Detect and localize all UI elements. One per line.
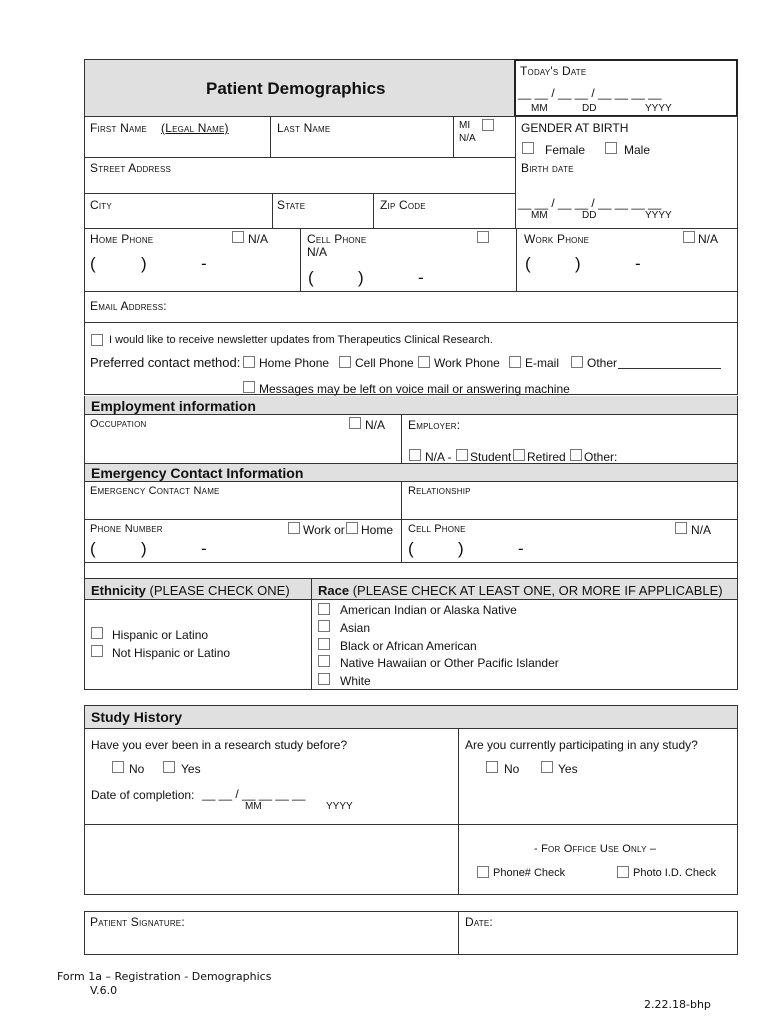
- q1-no-checkbox[interactable]: [112, 761, 124, 773]
- emergency-name-label: Emergency Contact Name: [90, 485, 220, 497]
- emergency-work-checkbox[interactable]: [288, 522, 300, 534]
- race-checkbox[interactable]: [318, 638, 330, 650]
- completion-mm: MM: [245, 801, 262, 812]
- q2-yes-label: Yes: [558, 762, 578, 776]
- emergency-cell-na-checkbox[interactable]: [675, 522, 687, 534]
- last-name-label: Last Name: [277, 121, 331, 135]
- work-phone-na-checkbox[interactable]: [683, 231, 695, 243]
- work-dash: -: [635, 254, 641, 273]
- todays-date-mm: MM: [531, 103, 548, 114]
- work-paren-left: (: [525, 254, 531, 273]
- employer-label: Employer:: [408, 418, 461, 432]
- state-label: State: [277, 198, 306, 212]
- emergency-home-label: Home: [361, 523, 394, 537]
- not-hispanic-checkbox[interactable]: [91, 645, 103, 657]
- home-phone-na-label: N/A: [248, 232, 269, 246]
- signature-date-field[interactable]: [460, 930, 736, 953]
- mi-na-checkbox[interactable]: [482, 119, 494, 131]
- contact-other-label: Other: [587, 356, 618, 370]
- contact-home-label: Home Phone: [259, 356, 330, 370]
- home-paren-right: ): [141, 254, 147, 273]
- ethnicity-header: [91, 583, 290, 598]
- signature-date-label: Date:: [465, 915, 493, 929]
- phone-check-label: Phone# Check: [493, 867, 566, 879]
- home-phone-na-checkbox[interactable]: [232, 231, 244, 243]
- completion-yyyy: YYYY: [326, 801, 353, 812]
- retired-label: Retired: [527, 450, 566, 464]
- contact-home-checkbox[interactable]: [243, 356, 255, 368]
- mi-label: MI: [459, 120, 471, 131]
- email-label: Email Address:: [90, 299, 167, 313]
- office-use-title: - For Office Use Only –: [534, 843, 657, 855]
- male-checkbox[interactable]: [605, 142, 617, 154]
- not-hispanic-label: Not Hispanic or Latino: [112, 646, 231, 660]
- race-header-rest: (PLEASE CHECK AT LEAST ONE, OR MORE IF APPLICABLE): [352, 583, 723, 598]
- page-title: Patient Demographics: [206, 79, 386, 98]
- todays-date-label: Today's Date: [520, 64, 587, 78]
- retired-checkbox[interactable]: [513, 449, 525, 461]
- employer-na-label: N/A -: [425, 450, 452, 464]
- race-checkbox[interactable]: [318, 603, 330, 615]
- legal-name-label: (Legal Name): [161, 121, 229, 135]
- occupation-label: Occupation: [90, 418, 147, 430]
- work-paren-right: ): [575, 254, 581, 273]
- occupation-na-label: N/A: [365, 418, 386, 432]
- emergency-header: Emergency Contact Information: [91, 465, 304, 481]
- occupation-na-checkbox[interactable]: [349, 417, 361, 429]
- female-checkbox[interactable]: [522, 142, 534, 154]
- gender-label: GENDER AT BIRTH: [521, 121, 629, 135]
- q2-no-label: No: [504, 762, 520, 776]
- zip-code-label: Zip Code: [380, 198, 426, 212]
- photo-check-label: Photo I.D. Check: [633, 867, 717, 879]
- emergency-cell-label: Cell Phone: [408, 523, 466, 535]
- race-option: Asian: [340, 621, 371, 635]
- contact-other-line[interactable]: [618, 368, 721, 369]
- employer-other-checkbox[interactable]: [570, 449, 582, 461]
- emergency-work-label: Work or: [303, 523, 345, 537]
- q1-no-label: No: [129, 762, 145, 776]
- home-dash: -: [201, 254, 207, 273]
- contact-work-checkbox[interactable]: [418, 356, 430, 368]
- emergency-phone-label: Phone Number: [90, 523, 163, 535]
- emergency-home-checkbox[interactable]: [346, 522, 358, 534]
- race-option: Black or African American: [340, 639, 477, 653]
- cell-paren-left: (: [308, 268, 314, 287]
- contact-cell-checkbox[interactable]: [339, 356, 351, 368]
- employer-other-label: Other:: [584, 450, 618, 464]
- cell-dash: -: [418, 268, 424, 287]
- employment-header: Employment information: [91, 398, 256, 414]
- contact-other-checkbox[interactable]: [571, 356, 583, 368]
- q2-yes-checkbox[interactable]: [541, 761, 553, 773]
- study-history-header: Study History: [91, 709, 183, 725]
- birth-dd: DD: [582, 210, 597, 221]
- photo-check-checkbox[interactable]: [617, 866, 629, 878]
- work-phone-label: Work Phone: [524, 232, 590, 246]
- student-label: Student: [470, 450, 512, 464]
- emergency-paren-left: (: [90, 539, 96, 558]
- contact-work-label: Work Phone: [434, 356, 500, 370]
- race-header: [318, 583, 723, 598]
- newsletter-checkbox[interactable]: [91, 334, 103, 346]
- home-phone-label: Home Phone: [90, 232, 154, 246]
- emergency-dash: -: [201, 539, 207, 558]
- birth-date-label: Birth date: [521, 161, 574, 175]
- contact-cell-label: Cell Phone: [355, 356, 414, 370]
- footer-code: 2.22.18-bhp: [644, 998, 711, 1011]
- phone-check-checkbox[interactable]: [477, 866, 489, 878]
- study-q2: Are you currently participating in any study?: [465, 738, 698, 752]
- emergency-paren-right: ): [141, 539, 147, 558]
- work-phone-na-label: N/A: [698, 232, 719, 246]
- contact-method-label: Preferred contact method:: [90, 355, 241, 370]
- cell-paren-right: ): [358, 268, 364, 287]
- completion-line[interactable]: __ __ / __ __ __ __: [202, 787, 306, 801]
- cell-phone-label: Cell Phone: [307, 232, 367, 246]
- race-header-bold: Race: [318, 583, 350, 598]
- footer-form: Form 1a – Registration - Demographics: [57, 970, 272, 983]
- ethnicity-header-rest: (PLEASE CHECK ONE): [149, 583, 290, 598]
- mi-na-label: N/A: [459, 133, 476, 144]
- home-paren-left: (: [90, 254, 96, 273]
- emergency-cell-paren-right: ): [458, 539, 464, 558]
- street-address-label: Street Address: [90, 161, 172, 175]
- todays-date-yyyy: YYYY: [645, 103, 672, 114]
- birth-date-line[interactable]: __ __ / __ __ / __ __ __ __: [518, 196, 662, 210]
- q1-yes-label: Yes: [181, 762, 201, 776]
- emergency-cell-dash: -: [518, 539, 524, 558]
- footer-version: V.6.0: [90, 984, 118, 997]
- messages-label: Messages may be left on voice mail or answering machine: [259, 382, 570, 396]
- contact-email-label: E-mail: [525, 356, 560, 370]
- race-option: White: [340, 674, 371, 688]
- emergency-cell-na-label: N/A: [691, 523, 712, 537]
- ethnicity-header-bold: Ethnicity: [91, 583, 146, 598]
- relationship-label: Relationship: [408, 485, 471, 497]
- q2-no-checkbox[interactable]: [486, 761, 498, 773]
- male-label: Male: [624, 143, 651, 157]
- cell-phone-na-label: N/A: [307, 245, 328, 259]
- study-q1: Have you ever been in a research study before?: [91, 738, 348, 752]
- first-name-label: First Name: [90, 121, 147, 135]
- patient-signature-field[interactable]: [86, 930, 456, 953]
- hispanic-label: Hispanic or Latino: [112, 628, 209, 642]
- race-option: Native Hawaiian or Other Pacific Islander: [340, 656, 559, 670]
- race-checkbox[interactable]: [318, 655, 330, 667]
- emergency-cell-paren-left: (: [408, 539, 414, 558]
- cell-phone-na-checkbox[interactable]: [477, 231, 489, 243]
- employer-na-checkbox[interactable]: [409, 449, 421, 461]
- q1-yes-checkbox[interactable]: [163, 761, 175, 773]
- race-option: American Indian or Alaska Native: [340, 603, 517, 617]
- hispanic-checkbox[interactable]: [91, 627, 103, 639]
- city-label: City: [90, 198, 112, 212]
- birth-mm: MM: [531, 210, 548, 221]
- birth-yyyy: YYYY: [645, 210, 672, 221]
- newsletter-label: I would like to receive newsletter updates from Therapeutics Clinical Research.: [109, 334, 493, 346]
- todays-date-line[interactable]: __ __ / __ __ / __ __ __ __: [518, 86, 662, 100]
- completion-label: Date of completion:: [91, 788, 195, 802]
- contact-email-checkbox[interactable]: [509, 356, 521, 368]
- student-checkbox[interactable]: [456, 449, 468, 461]
- female-label: Female: [545, 143, 586, 157]
- race-checkbox[interactable]: [318, 673, 330, 685]
- todays-date-dd: DD: [582, 103, 597, 114]
- race-checkbox[interactable]: [318, 620, 330, 632]
- messages-checkbox[interactable]: [243, 381, 255, 393]
- patient-signature-label: Patient Signature:: [90, 915, 185, 929]
